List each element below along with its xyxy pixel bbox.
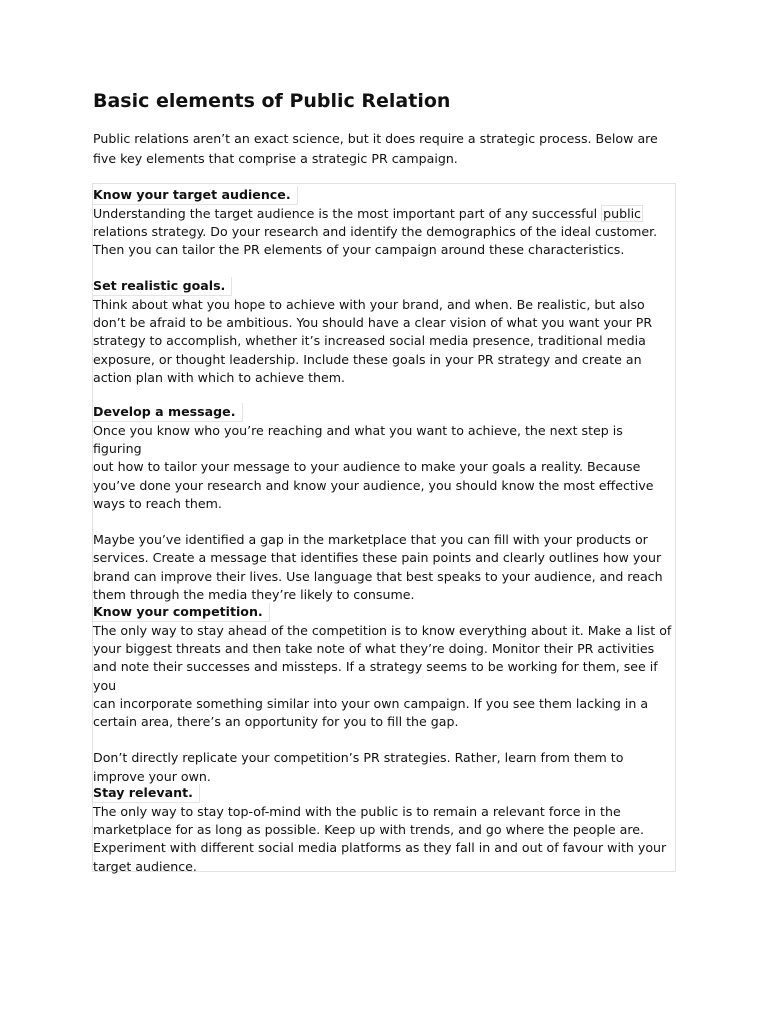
section-heading: Know your competition. xyxy=(93,603,270,622)
paragraph-text: Understanding the target audience is the most important part of any successful xyxy=(93,206,602,221)
intro-paragraph: Public relations aren’t an exact science, but it does require a strategic process. Below are five key elements that comprise a strategic PR campaign. xyxy=(93,131,658,166)
section-develop-message xyxy=(93,401,675,604)
section-stay-relevant xyxy=(93,782,675,876)
section-heading: Set realistic goals. xyxy=(93,277,232,296)
section-paragraph: Think about what you hope to achieve with your brand, and when. Be realistic, but also don’t be afraid to be ambitious. You should have a clear vision of what you want your PR strategy to accomplish, whether it’s increased social media presence, traditional media exposure, or thought leadership. Include these goals in your PR strategy and create an action plan with which to achieve them. xyxy=(93,297,653,385)
section-paragraph: Don’t directly replicate your competition’s PR strategies. Rather, learn from them to improve your own. xyxy=(93,750,624,784)
section-paragraph: Maybe you’ve identified a gap in the marketplace that you can fill with your products or services. Create a message that identifies these pain points and clearly outlines how your brand can improve their lives. Use language that best speaks to your audience, and reach them through the media they’re likely to consume. xyxy=(93,532,663,602)
document-title: Basic elements of Public Relation xyxy=(93,90,451,112)
public-relations-link[interactable]: public xyxy=(603,206,641,221)
paragraph-text-continued: relations strategy. Do your research and identify the demographics of the ideal customer. Then you can tailor the PR elements of your campaign around these characteristics. xyxy=(93,224,658,258)
section-paragraph xyxy=(93,205,675,260)
section-heading: Stay relevant. xyxy=(93,784,200,803)
section-realistic-goals xyxy=(93,275,675,387)
section-know-competition xyxy=(93,601,675,786)
section-heading: Know your target audience. xyxy=(93,186,298,205)
section-heading: Develop a message. xyxy=(93,403,243,422)
section-paragraph: The only way to stay top-of-mind with the public is to remain a relevant force in the marketplace for as long as possible. Keep up with trends, and go where the people are. Experiment with different social media platforms as they fall in and out of favour with your target audience. xyxy=(93,804,667,874)
section-paragraph: Once you know who you’re reaching and what you want to achieve, the next step is figuring out how to tailor your message to your audience to make your goals a reality. Because you’ve done your research and know your audience, you should know the most effective ways to reach them. xyxy=(93,423,654,511)
section-paragraph: The only way to stay ahead of the competition is to know everything about it. Make a list of your biggest threats and then take note of what they’re doing. Monitor their PR activities and note their successes and missteps. If a strategy seems to be working for them, see if you can incorporate something similar into your own campaign. If you see them lacking in a certain area, there’s an opportunity for you to fill the gap. xyxy=(93,623,672,730)
section-target-audience xyxy=(93,184,675,260)
